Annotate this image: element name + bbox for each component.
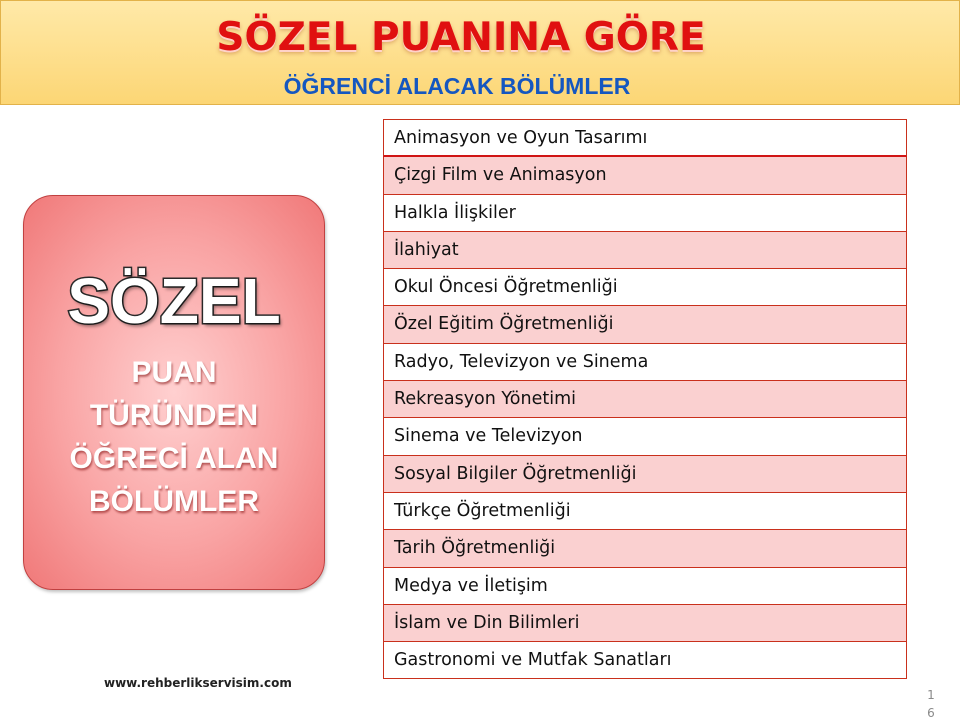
list-item: Gastronomi ve Mutfak Sanatları <box>383 642 907 679</box>
department-list <box>383 119 907 679</box>
score-type-heading: SÖZEL <box>67 265 281 337</box>
list-item: Medya ve İletişim <box>383 568 907 605</box>
list-item: Okul Öncesi Öğretmenliği <box>383 269 907 306</box>
panel-line-2: TÜRÜNDEN <box>89 399 259 432</box>
list-item: Özel Eğitim Öğretmenliği <box>383 306 907 343</box>
header-banner <box>0 0 960 105</box>
list-item: Çizgi Film ve Animasyon <box>383 157 907 194</box>
panel-line-4: BÖLÜMLER <box>89 485 259 518</box>
panel-line-3: ÖĞRECİ ALAN <box>69 442 279 475</box>
list-item: Sinema ve Televizyon <box>383 418 907 455</box>
slide-title: SÖZEL PUANINA GÖRE <box>216 15 706 60</box>
footer-website: www.rehberlikservisim.com <box>104 676 292 690</box>
list-item: Türkçe Öğretmenliği <box>383 493 907 530</box>
page-number: 16 <box>927 688 935 720</box>
list-item: Animasyon ve Oyun Tasarımı <box>383 120 907 157</box>
list-item: Radyo, Televizyon ve Sinema <box>383 344 907 381</box>
slide-subtitle: ÖĞRENCİ ALACAK BÖLÜMLER <box>283 73 631 99</box>
list-item: İlahiyat <box>383 232 907 269</box>
list-item: Tarih Öğretmenliği <box>383 530 907 567</box>
list-item: İslam ve Din Bilimleri <box>383 605 907 642</box>
list-item: Sosyal Bilgiler Öğretmenliği <box>383 456 907 493</box>
panel-line-1: PUAN <box>131 356 217 389</box>
score-type-panel <box>23 195 325 590</box>
list-item: Halkla İlişkiler <box>383 195 907 232</box>
list-item: Rekreasyon Yönetimi <box>383 381 907 418</box>
